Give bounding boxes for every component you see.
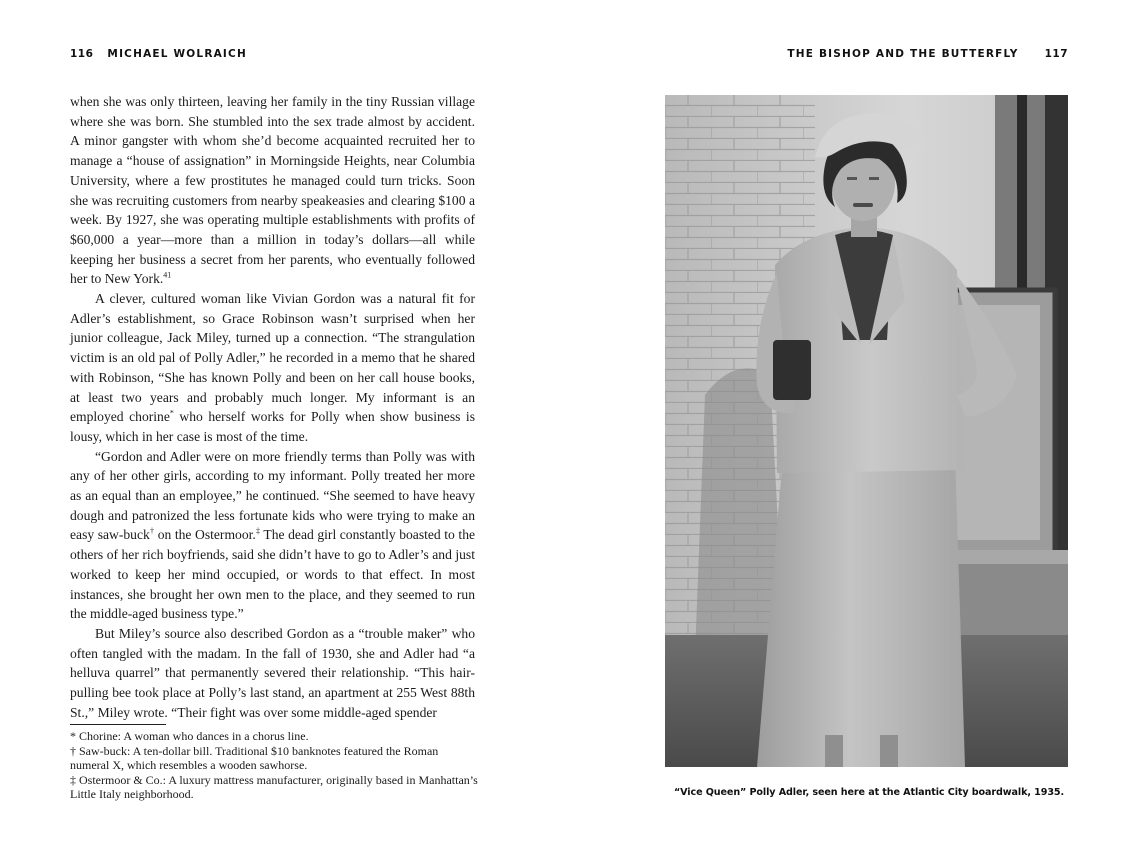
footnote-divider xyxy=(70,724,166,725)
paragraph-3-text-b: on the Ostermoor. xyxy=(154,527,256,543)
paragraph-2-text-b: who herself works for Polly when show business is lousy, which in her case is most of the time. xyxy=(70,409,475,444)
left-page-number: 116 xyxy=(70,48,94,60)
author-name: MICHAEL WOLRAICH xyxy=(107,48,247,60)
right-page-number: 117 xyxy=(1044,48,1068,60)
footnotes xyxy=(70,729,480,802)
paragraph-3-text-c: The dead girl constantly boasted to the others of her rich boyfriends, said she didn’t have to go to Adler’s and just worked to keep her mind occupied, or words to that effect. In most instances, she brought her own men to the place, and they seemed to run the middle-aged business type.” xyxy=(70,527,476,622)
portrait-photo xyxy=(665,95,1068,767)
book-title: THE BISHOP AND THE BUTTERFLY xyxy=(787,48,1019,60)
right-running-head xyxy=(787,48,1068,60)
paragraph-2 xyxy=(70,289,475,447)
paragraph-1-text: when she was only thirteen, leaving her family in the tiny Russian village where she was born. She stumbled into the sex trade almost by accident. A minor gangster with whom she’d become acquainted recruited her to manage a “house of assignation” in Morningside Heights, near Columbia University, where a few prostitutes he managed could turn tricks. Soon she was recruiting customers from nearby speakeasies and clearing $100 a week. By 1927, she was operating multiple establishments with profits of $60,000 a year—more than a million in today’s dollars—all while keeping her business a secret from her parents, who eventually followed her to New York. xyxy=(70,94,475,287)
body-text xyxy=(70,92,475,723)
paragraph-3-text-a: “Gordon and Adler were on more friendly terms than Polly was with any of her other girls, according to my informant. Polly treated her more as an equal than an employee,” he continued. “She seemed to have heavy dough and patronized the less fortunate kids who were trying to make an easy saw-buck xyxy=(70,448,475,543)
paragraph-2-text-a: A clever, cultured woman like Vivian Gordon was a natural fit for Adler’s establishment, so Grace Robinson wasn’t surprised when her junior colleague, Jack Miley, turned up a connection. “The strangulation victim is an old pal of Polly Adler,” he recorded in a memo that he shared with Robinson, “She has known Polly and been on her call house books, at least two years and probably much longer. My informant is an employed chorine xyxy=(70,291,475,425)
paragraph-4 xyxy=(70,624,475,723)
photo-caption: “Vice Queen” Polly Adler, seen here at the Atlantic City boardwalk, 1935. xyxy=(673,787,1065,798)
paragraph-1 xyxy=(70,92,475,289)
paragraph-3 xyxy=(70,447,475,624)
paragraph-4-text: But Miley’s source also described Gordon as a “trouble maker” who often tangled with the madam. In the fall of 1930, she and Adler had “a helluva quarrel” that permanently severed their relationship. “This hair-pulling bee took place at Polly’s last stand, an apartment at 255 West 88th St.,” Miley wrote. “Their fight was over some middle-aged spender xyxy=(70,625,475,720)
left-running-head xyxy=(70,48,247,60)
right-page xyxy=(570,0,1139,854)
footnote-mark-asterisk: * xyxy=(169,408,174,418)
portrait-photo-drawing xyxy=(665,95,1068,767)
endnote-ref-41: 41 xyxy=(163,270,172,280)
footnote-mark-double-dagger: ‡ xyxy=(255,526,261,536)
footnote-chorine: * Chorine: A woman who dances in a chorus line. xyxy=(70,729,309,743)
footnote-saw-buck: † Saw-buck: A ten-dollar bill. Traditional $10 banknotes featured the Roman numeral X, which resembles a wooden sawhorse. xyxy=(70,743,439,773)
footnote-mark-dagger: † xyxy=(149,526,155,536)
footnote-ostermoor: ‡ Ostermoor & Co.: A luxury mattress manufacturer, originally based in Manhattan’s Little Italy neighborhood. xyxy=(70,772,478,802)
